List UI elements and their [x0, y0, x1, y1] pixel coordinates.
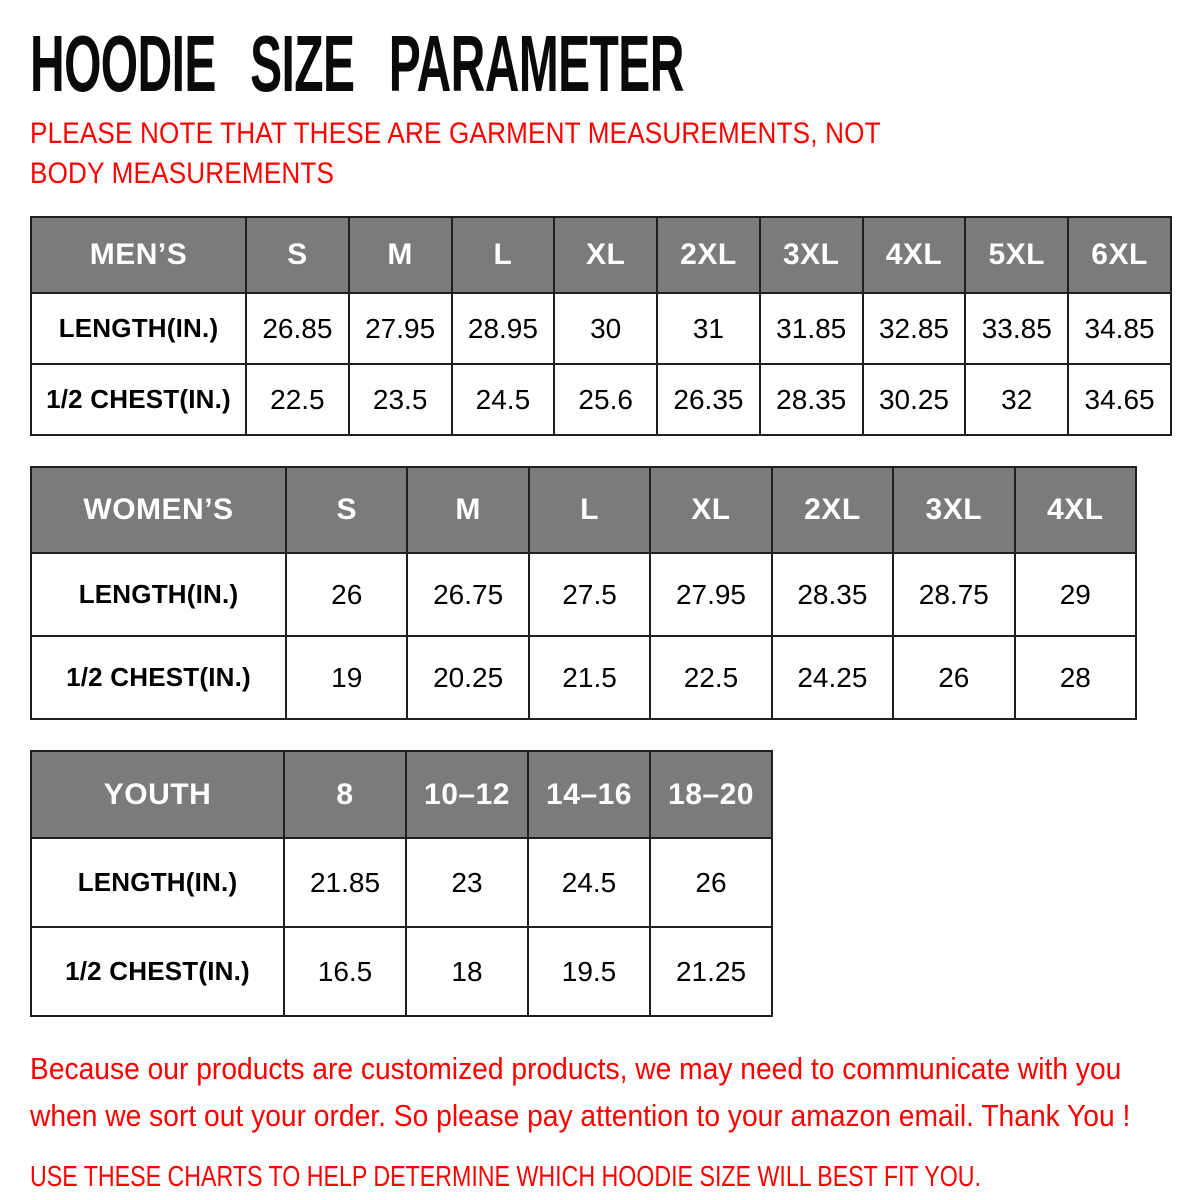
garment-measurement-note: PLEASE NOTE THAT THESE ARE GARMENT MEASUREMENTS, NOT BODY MEASUREMENTS — [30, 117, 881, 190]
size-value-cell: 28.95 — [452, 293, 555, 364]
size-value-cell: 23 — [406, 838, 528, 927]
size-value-cell: 19 — [286, 636, 407, 719]
size-value-cell: 26.75 — [407, 553, 528, 636]
size-value-cell: 30.25 — [863, 364, 966, 435]
size-column-header: 3XL — [893, 467, 1014, 553]
size-value-cell: 23.5 — [349, 364, 452, 435]
size-column-header: S — [286, 467, 407, 553]
page-title: HOODIE SIZE PARAMETER — [30, 19, 684, 108]
size-column-header: S — [246, 217, 349, 293]
size-value-cell: 31 — [657, 293, 760, 364]
size-value-cell: 28.35 — [772, 553, 893, 636]
size-value-cell: 22.5 — [246, 364, 349, 435]
size-column-header: 2XL — [772, 467, 893, 553]
womens-header-row — [31, 467, 1136, 553]
chart-usage-hint: USE THESE CHARTS TO HELP DETERMINE WHICH HOODIE SIZE WILL BEST FIT YOU. — [30, 1161, 981, 1193]
size-value-cell: 16.5 — [284, 927, 406, 1016]
youth-group-label: YOUTH — [31, 751, 284, 838]
measurement-row — [31, 293, 1171, 364]
row-label-cell: LENGTH(IN.) — [31, 553, 286, 636]
size-value-cell: 21.5 — [529, 636, 650, 719]
womens-size-table — [30, 466, 1137, 720]
row-label-cell: LENGTH(IN.) — [31, 838, 284, 927]
size-column-header: 14–16 — [528, 751, 650, 838]
size-value-cell: 26 — [286, 553, 407, 636]
size-value-cell: 29 — [1015, 553, 1136, 636]
size-value-cell: 34.65 — [1068, 364, 1171, 435]
size-value-cell: 20.25 — [407, 636, 528, 719]
size-value-cell: 19.5 — [528, 927, 650, 1016]
size-value-cell: 27.95 — [349, 293, 452, 364]
size-column-header: L — [529, 467, 650, 553]
row-label-cell: LENGTH(IN.) — [31, 293, 246, 364]
size-value-cell: 24.5 — [528, 838, 650, 927]
size-value-cell: 32 — [965, 364, 1068, 435]
size-column-header: M — [407, 467, 528, 553]
measurement-row — [31, 838, 772, 927]
size-column-header: 8 — [284, 751, 406, 838]
size-column-header: 6XL — [1068, 217, 1171, 293]
size-value-cell: 28.35 — [760, 364, 863, 435]
size-value-cell: 34.85 — [1068, 293, 1171, 364]
size-value-cell: 18 — [406, 927, 528, 1016]
size-value-cell: 28 — [1015, 636, 1136, 719]
customization-notice: Because our products are customized products, we may need to communicate with you when we sort out your order. So please pay attention to your amazon email. Thank You ! — [30, 1051, 1131, 1133]
size-value-cell: 25.6 — [554, 364, 657, 435]
youth-size-table — [30, 750, 773, 1017]
size-column-header: 4XL — [863, 217, 966, 293]
row-label-cell: 1/2 CHEST(IN.) — [31, 636, 286, 719]
womens-group-label: WOMEN’S — [31, 467, 286, 553]
size-value-cell: 30 — [554, 293, 657, 364]
size-value-cell: 33.85 — [965, 293, 1068, 364]
size-value-cell: 24.25 — [772, 636, 893, 719]
size-column-header: XL — [554, 217, 657, 293]
measurement-row — [31, 636, 1136, 719]
size-value-cell: 26.35 — [657, 364, 760, 435]
measurement-row — [31, 553, 1136, 636]
mens-group-label: MEN’S — [31, 217, 246, 293]
size-value-cell: 26 — [650, 838, 772, 927]
size-column-header: 4XL — [1015, 467, 1136, 553]
size-column-header: 10–12 — [406, 751, 528, 838]
size-column-header: XL — [650, 467, 771, 553]
row-label-cell: 1/2 CHEST(IN.) — [31, 927, 284, 1016]
size-column-header: 2XL — [657, 217, 760, 293]
size-column-header: 3XL — [760, 217, 863, 293]
mens-header-row — [31, 217, 1171, 293]
size-value-cell: 27.95 — [650, 553, 771, 636]
size-value-cell: 22.5 — [650, 636, 771, 719]
size-value-cell: 32.85 — [863, 293, 966, 364]
measurement-row — [31, 364, 1171, 435]
size-column-header: L — [452, 217, 555, 293]
size-value-cell: 26.85 — [246, 293, 349, 364]
size-column-header: 18–20 — [650, 751, 772, 838]
row-label-cell: 1/2 CHEST(IN.) — [31, 364, 246, 435]
size-value-cell: 24.5 — [452, 364, 555, 435]
youth-header-row — [31, 751, 772, 838]
size-value-cell: 26 — [893, 636, 1014, 719]
size-value-cell: 21.25 — [650, 927, 772, 1016]
measurement-row — [31, 927, 772, 1016]
size-value-cell: 31.85 — [760, 293, 863, 364]
size-value-cell: 27.5 — [529, 553, 650, 636]
size-column-header: M — [349, 217, 452, 293]
size-column-header: 5XL — [965, 217, 1068, 293]
size-value-cell: 21.85 — [284, 838, 406, 927]
size-value-cell: 28.75 — [893, 553, 1014, 636]
mens-size-table — [30, 216, 1172, 436]
